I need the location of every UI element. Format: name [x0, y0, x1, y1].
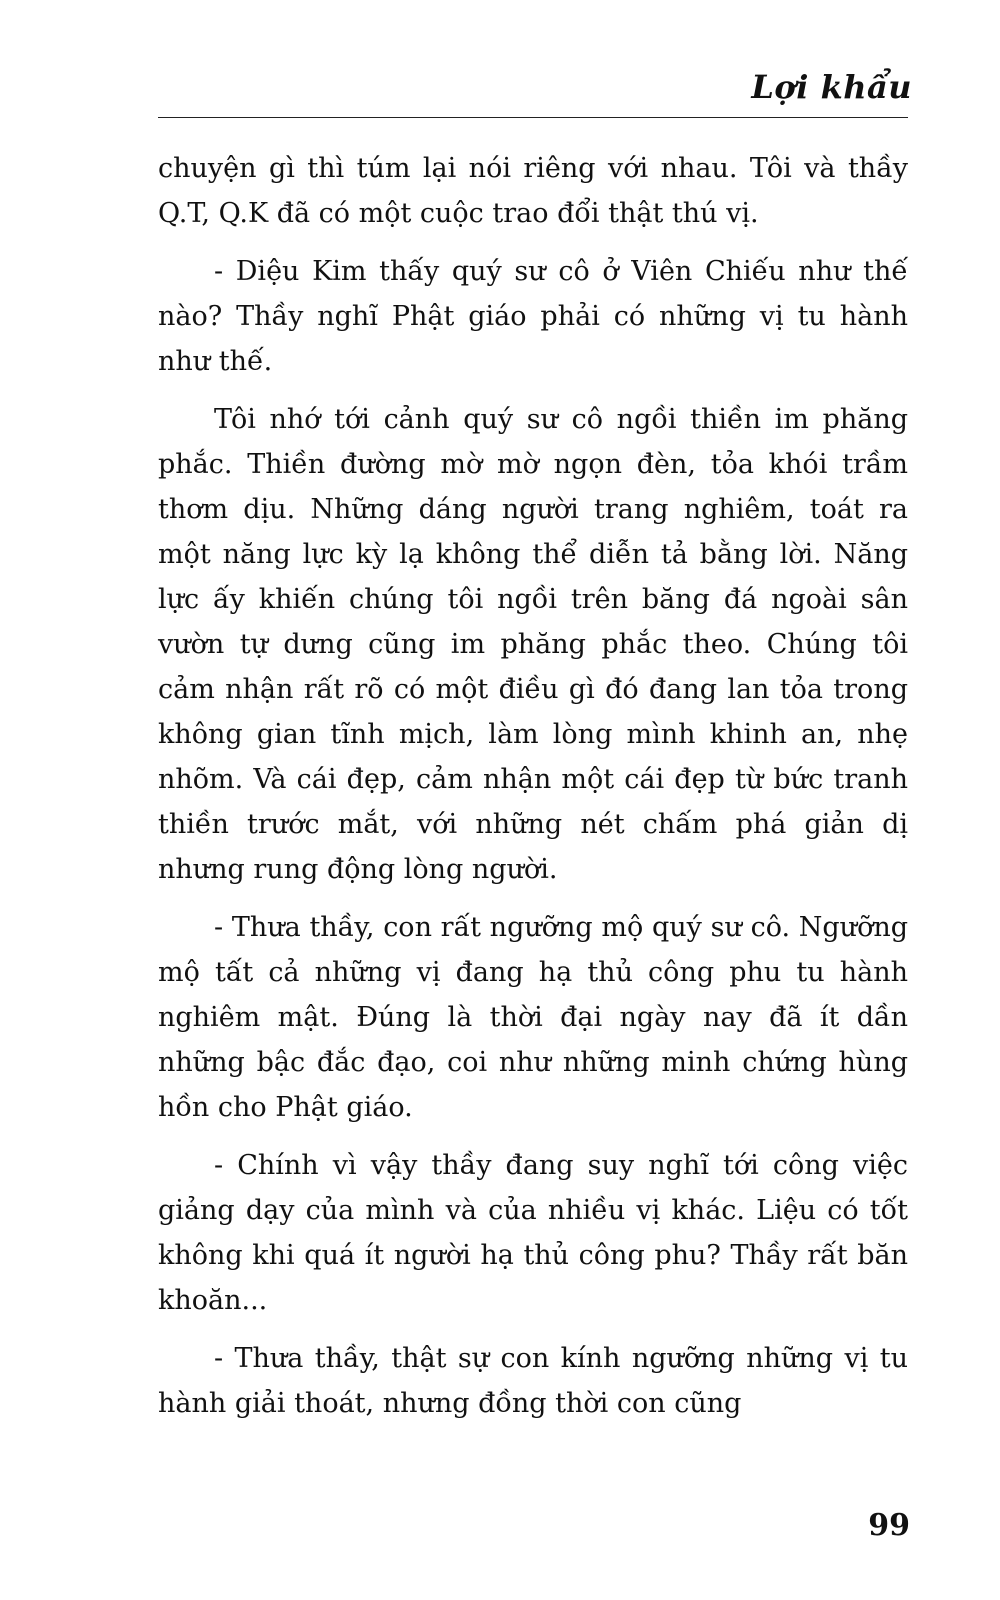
body-text — [158, 146, 908, 1439]
header-divider — [158, 117, 908, 118]
paragraph-dialogue: - Chính vì vậy thầy đang suy nghĩ tới công việc giảng dạy của mình và của nhiều vị khác. Liệu có tốt không khi quá ít người hạ thủ công phu? Thầy rất băn khoăn... — [158, 1150, 908, 1316]
paragraph-narration: Tôi nhớ tới cảnh quý sư cô ngồi thiền im phăng phắc. Thiền đường mờ mờ ngọn đèn, tỏa khói trầm thơm dịu. Những dáng người trang nghiêm, toát ra một năng lực kỳ lạ không thể diễn tả bằng lời. Năng lực ấy khiến chúng tôi ngồi trên băng đá ngoài sân vườn tự dưng cũng im phăng phắc theo. Chúng tôi cảm nhận rất rõ có một điều gì đó đang lan tỏa trong không gian tĩnh mịch, làm lòng mình khinh an, nhẹ nhõm. Và cái đẹp, cảm nhận một cái đẹp từ bức tranh thiền trước mắt, với những nét chấm phá giản dị nhưng rung động lòng người. — [158, 404, 908, 885]
paragraph-dialogue: - Thưa thầy, thật sự con kính ngưỡng những vị tu hành giải thoát, nhưng đồng thời con cũng — [158, 1343, 908, 1419]
paragraph-dialogue: - Diệu Kim thấy quý sư cô ở Viên Chiếu như thế nào? Thầy nghĩ Phật giáo phải có những vị tu hành như thế. — [158, 256, 908, 377]
running-header-title: Lợi khẩu — [751, 68, 912, 106]
paragraph-dialogue: - Thưa thầy, con rất ngưỡng mộ quý sư cô. Ngưỡng mộ tất cả những vị đang hạ thủ công phu tu hành nghiêm mật. Đúng là thời đại ngày nay đã ít dần những bậc đắc đạo, coi như những minh chứng hùng hồn cho Phật giáo. — [158, 912, 908, 1123]
paragraph-continuation: chuyện gì thì túm lại nói riêng với nhau. Tôi và thầy Q.T, Q.K đã có một cuộc trao đổi thật thú vị. — [158, 153, 908, 229]
page-number: 99 — [868, 1508, 910, 1543]
